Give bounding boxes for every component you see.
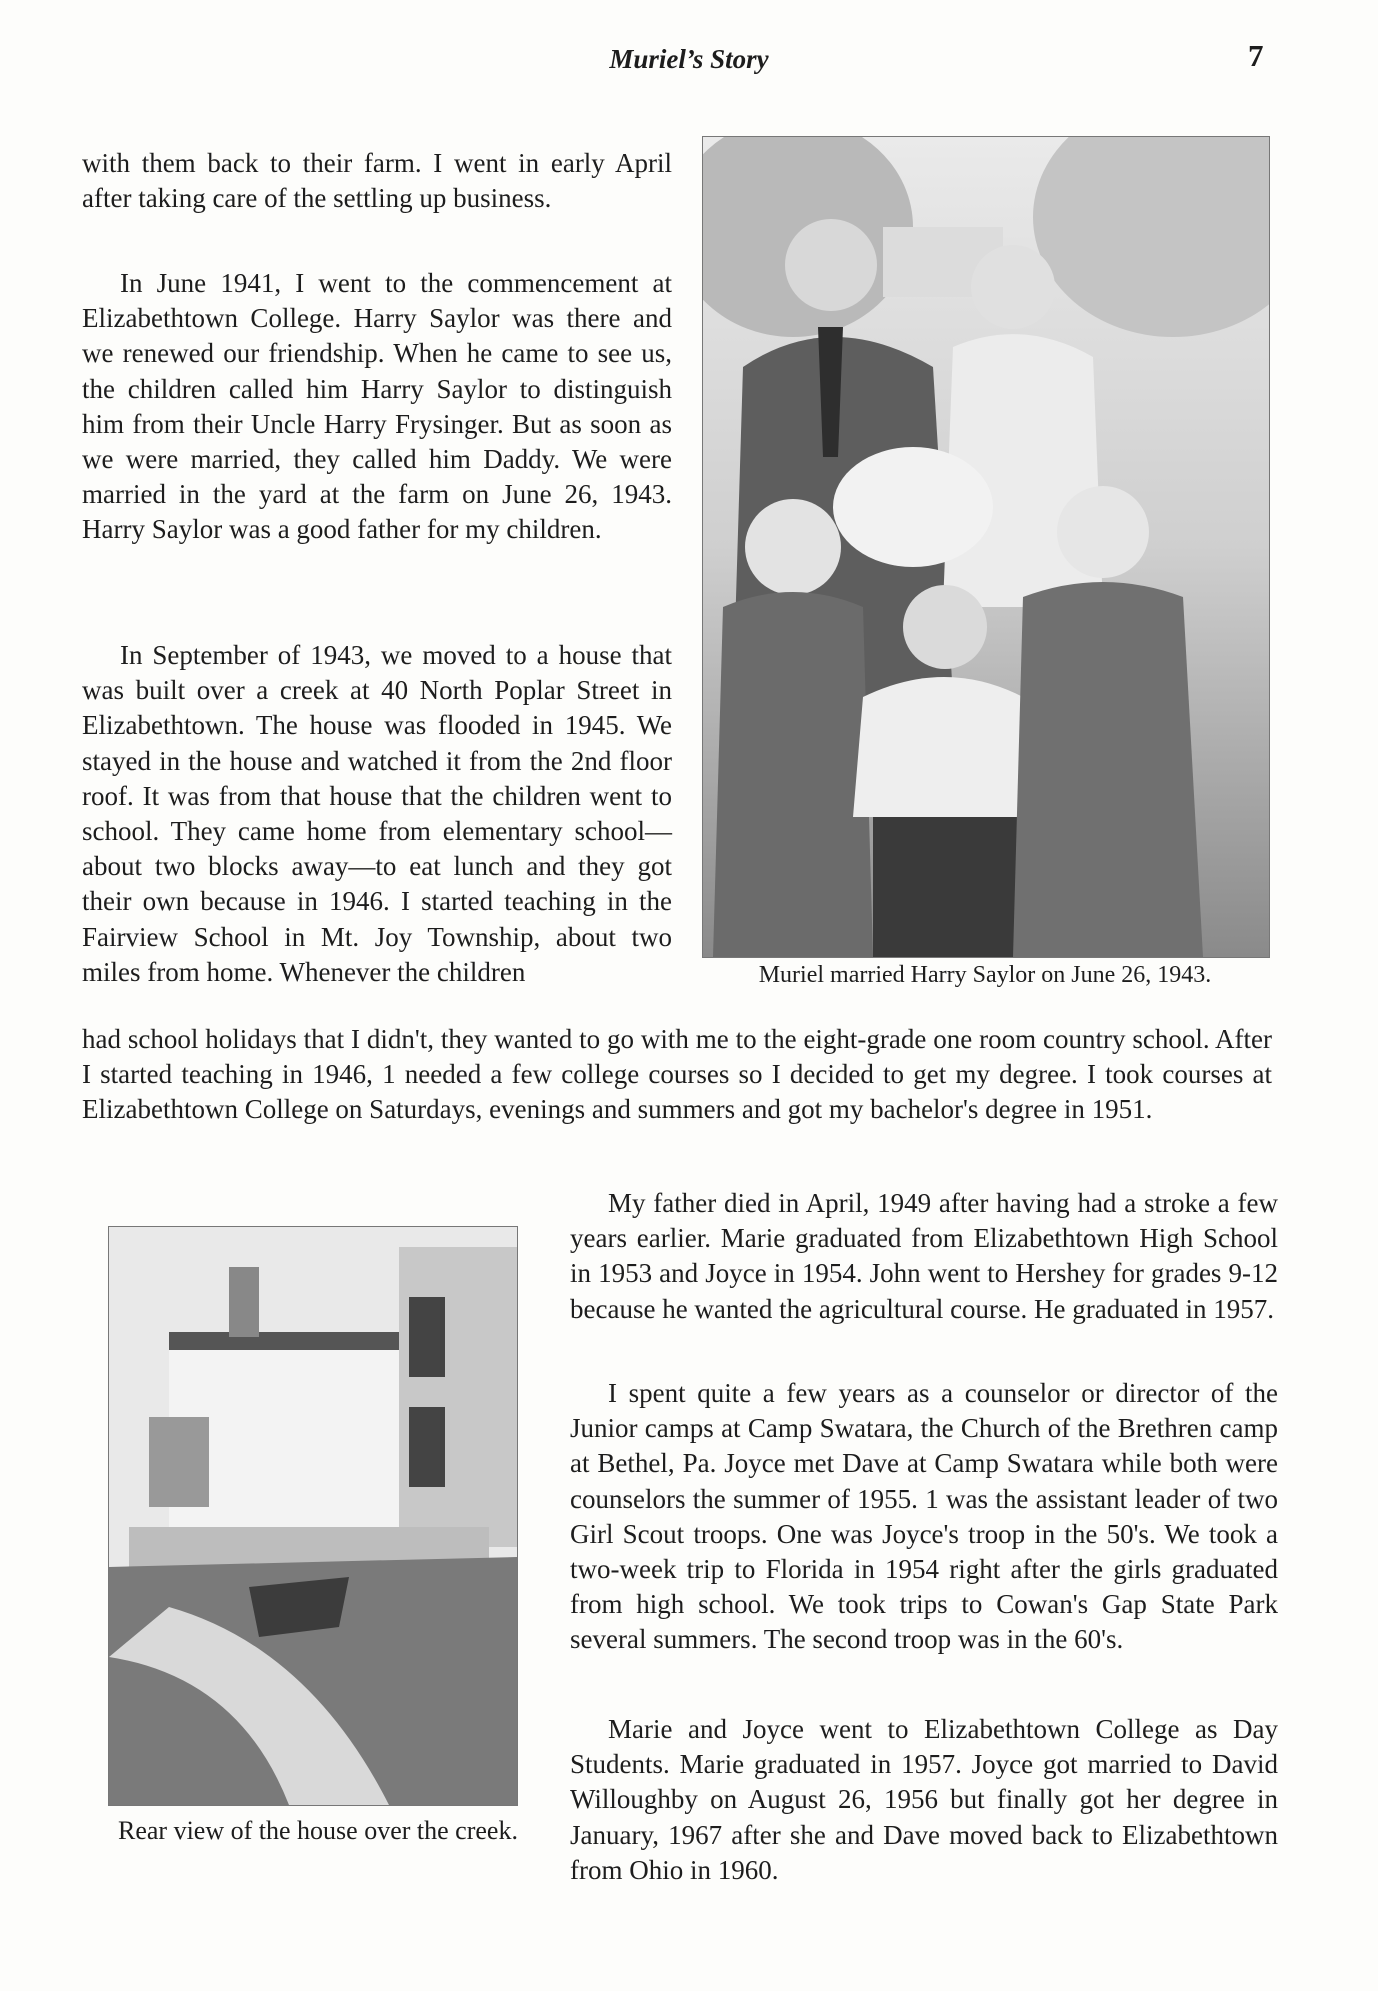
paragraph-1: with them back to their farm. I went in early April after taking care of the settling up business. [82,148,672,214]
running-header: Muriel’s Story [609,44,769,74]
paragraph-2: In June 1941, I went to the commencement at Elizabethtown College. Harry Saylor was there and we renewed our friendship. When he came to see us, the children called him Harry Saylor to distinguish him from their Uncle Harry Frysinger. But as soon as we were married, they called him Daddy. We were married in the yard at the farm on June 26, 1943. Harry Saylor was a good father for my children. [82,268,672,545]
paragraph-5: I spent quite a few years as a counselor or director of the Junior camps at Camp Swatara, the Church of the Brethren camp at Bethel, Pa. Joyce met Dave at Camp Swatara while both were counselors the summer of 1955. 1 was the assistant leader of two Girl Scout troops. One was Joyce's troop in the 50's. We took a two-week trip to Florida in 1954 right after the girls graduated from high school. We took trips to Cowan's Gap State Park several summers. The second troop was in the 60's. [570,1378,1278,1655]
house-photo [108,1226,518,1806]
wedding-photo-caption: Muriel married Harry Saylor on June 26, 1943. [758,962,1212,988]
paragraph-4: My father died in April, 1949 after having had a stroke a few years earlier. Marie graduated from Elizabethtown High School in 1953 and Joyce in 1954. John went to Hershey for grades 9-12 because he wanted the agricultural course. He graduated in 1957. [570,1188,1278,1324]
wedding-photo [702,136,1270,958]
paragraph-3-wide: had school holidays that I didn't, they wanted to go with me to the eight-grade one room country school. After I started teaching in 1946, 1 needed a few college courses so I decided to get my degree. I took courses at Elizabethtown College on Saturdays, evenings and summers and got my bachelor's degree in 1951. [82,1024,1272,1125]
paragraph-6: Marie and Joyce went to Elizabethtown College as Day Students. Marie graduated in 1957. Joyce got married to David Willoughby on August 26, 1956 but finally got her degree in January, 1967 after she and Dave moved back to Elizabethtown from Ohio in 1960. [570,1714,1278,1885]
paragraph-3-narrow: In September of 1943, we moved to a house that was built over a creek at 40 North Poplar Street in Elizabethtown. The house was flooded in 1945. We stayed in the house and watched it from the 2nd floor roof. It was from that house that the children went to school. They came home from elementary school—about two blocks away—to eat lunch and they got their own because in 1946. I started teaching in the Fairview School in Mt. Joy Township, about two miles from home. Whenever the children [82,640,672,987]
page-number: 7 [1248,38,1264,73]
house-photo-caption: Rear view of the house over the creek. [118,1816,518,1845]
